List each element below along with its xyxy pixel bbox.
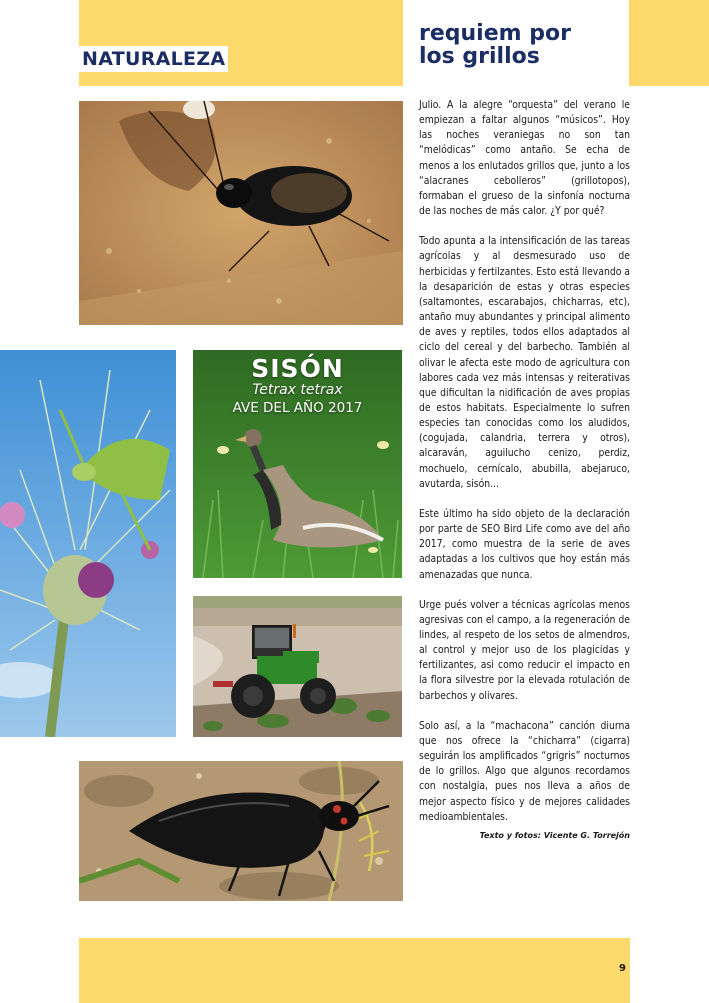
grasshopper-thistle-photo — [0, 350, 176, 737]
beetle-photo — [79, 761, 403, 901]
header-band-right — [629, 0, 709, 86]
poster-title: SISÓN — [251, 354, 344, 383]
article-paragraph: Solo así, a la “machacona” canción diurna que nos ofrece la “chicharra” (cigarra) seguirán los amplificados “grigris” nocturnos de lo grillos. Algo que algunos recordamos con nostalgia, pues nos lleva a años de mejor aspecto físico y de mejores calidades medioambientales. — [419, 719, 630, 823]
cricket-photo — [79, 101, 403, 325]
article-title-line-2: los grillos — [419, 44, 540, 69]
section-label: NATURALEZA — [79, 46, 228, 72]
photo-credit: Texto y fotos: Vicente G. Torrejón — [479, 831, 630, 840]
article-title — [419, 22, 629, 68]
article-body — [419, 98, 630, 840]
article-title-line-1: requiem por — [419, 21, 571, 46]
header-band-left — [79, 0, 403, 86]
poster-species: Tetrax tetrax — [252, 382, 343, 398]
footer-band — [79, 938, 630, 1003]
article-paragraph: Julio. A la alegre “orquesta” del verano le empiezan a faltar algunos “músicos”. Hoy las noches veraniegas no son tan “melódicas” como antaño. Se echa de menos a los enlutados grillos que, junto a los “alacranes cebolleros” (grillotopos), formaban el grueso de la sinfonía nocturna de las noches de más calor. ¿Y por qué? — [419, 99, 630, 218]
sison-poster-photo — [193, 350, 402, 578]
poster-award: AVE DEL AÑO 2017 — [232, 400, 363, 416]
page-number: 9 — [619, 963, 626, 974]
tractor-photo — [193, 596, 402, 737]
article-paragraph: Urge pués volver a técnicas agrícolas menos agresivas con el campo, a la regeneración de lindes, al respeto de los setos de almendros, al control y mejor uso de los plagicidas y fertilizantes, asi como reducir el impacto en la flora silvestre por la elevada rotulación de barbechos y olivares. — [419, 598, 630, 702]
article-paragraph: Todo apunta a la intensificación de las tareas agrícolas y al desmesurado uso de herbicidas y fertilzantes. Esto está llevando a la desaparición de estas y otras especies (saltamontes, escarabajos, chicharras, etc), antaño muy abundantes y principal alimento de aves y reptiles, todos ellos adaptados al ciclo del cereal y del barbecho. También al olivar le afecta este modo de agricultura con labores cada vez más intensas y reiterativas que dificultan la nidificación de aves propias de estos habitats. Especialmente lo sufren especies tan conocidas como los aludidos, (cogujada, calandria, terrera y otros), alcaraván, aguilucho cenizo, perdiz, mochuelo, cernícalo, abubilla, abejaruco, avutarda, sisón... — [419, 235, 630, 490]
article-paragraph: Este último ha sido objeto de la declaración por parte de SEO Bird Life como ave del año 2017, como muestra de la serie de aves adaptadas a los cultivos que hoy están más amenazadas que nunca. — [419, 507, 630, 581]
